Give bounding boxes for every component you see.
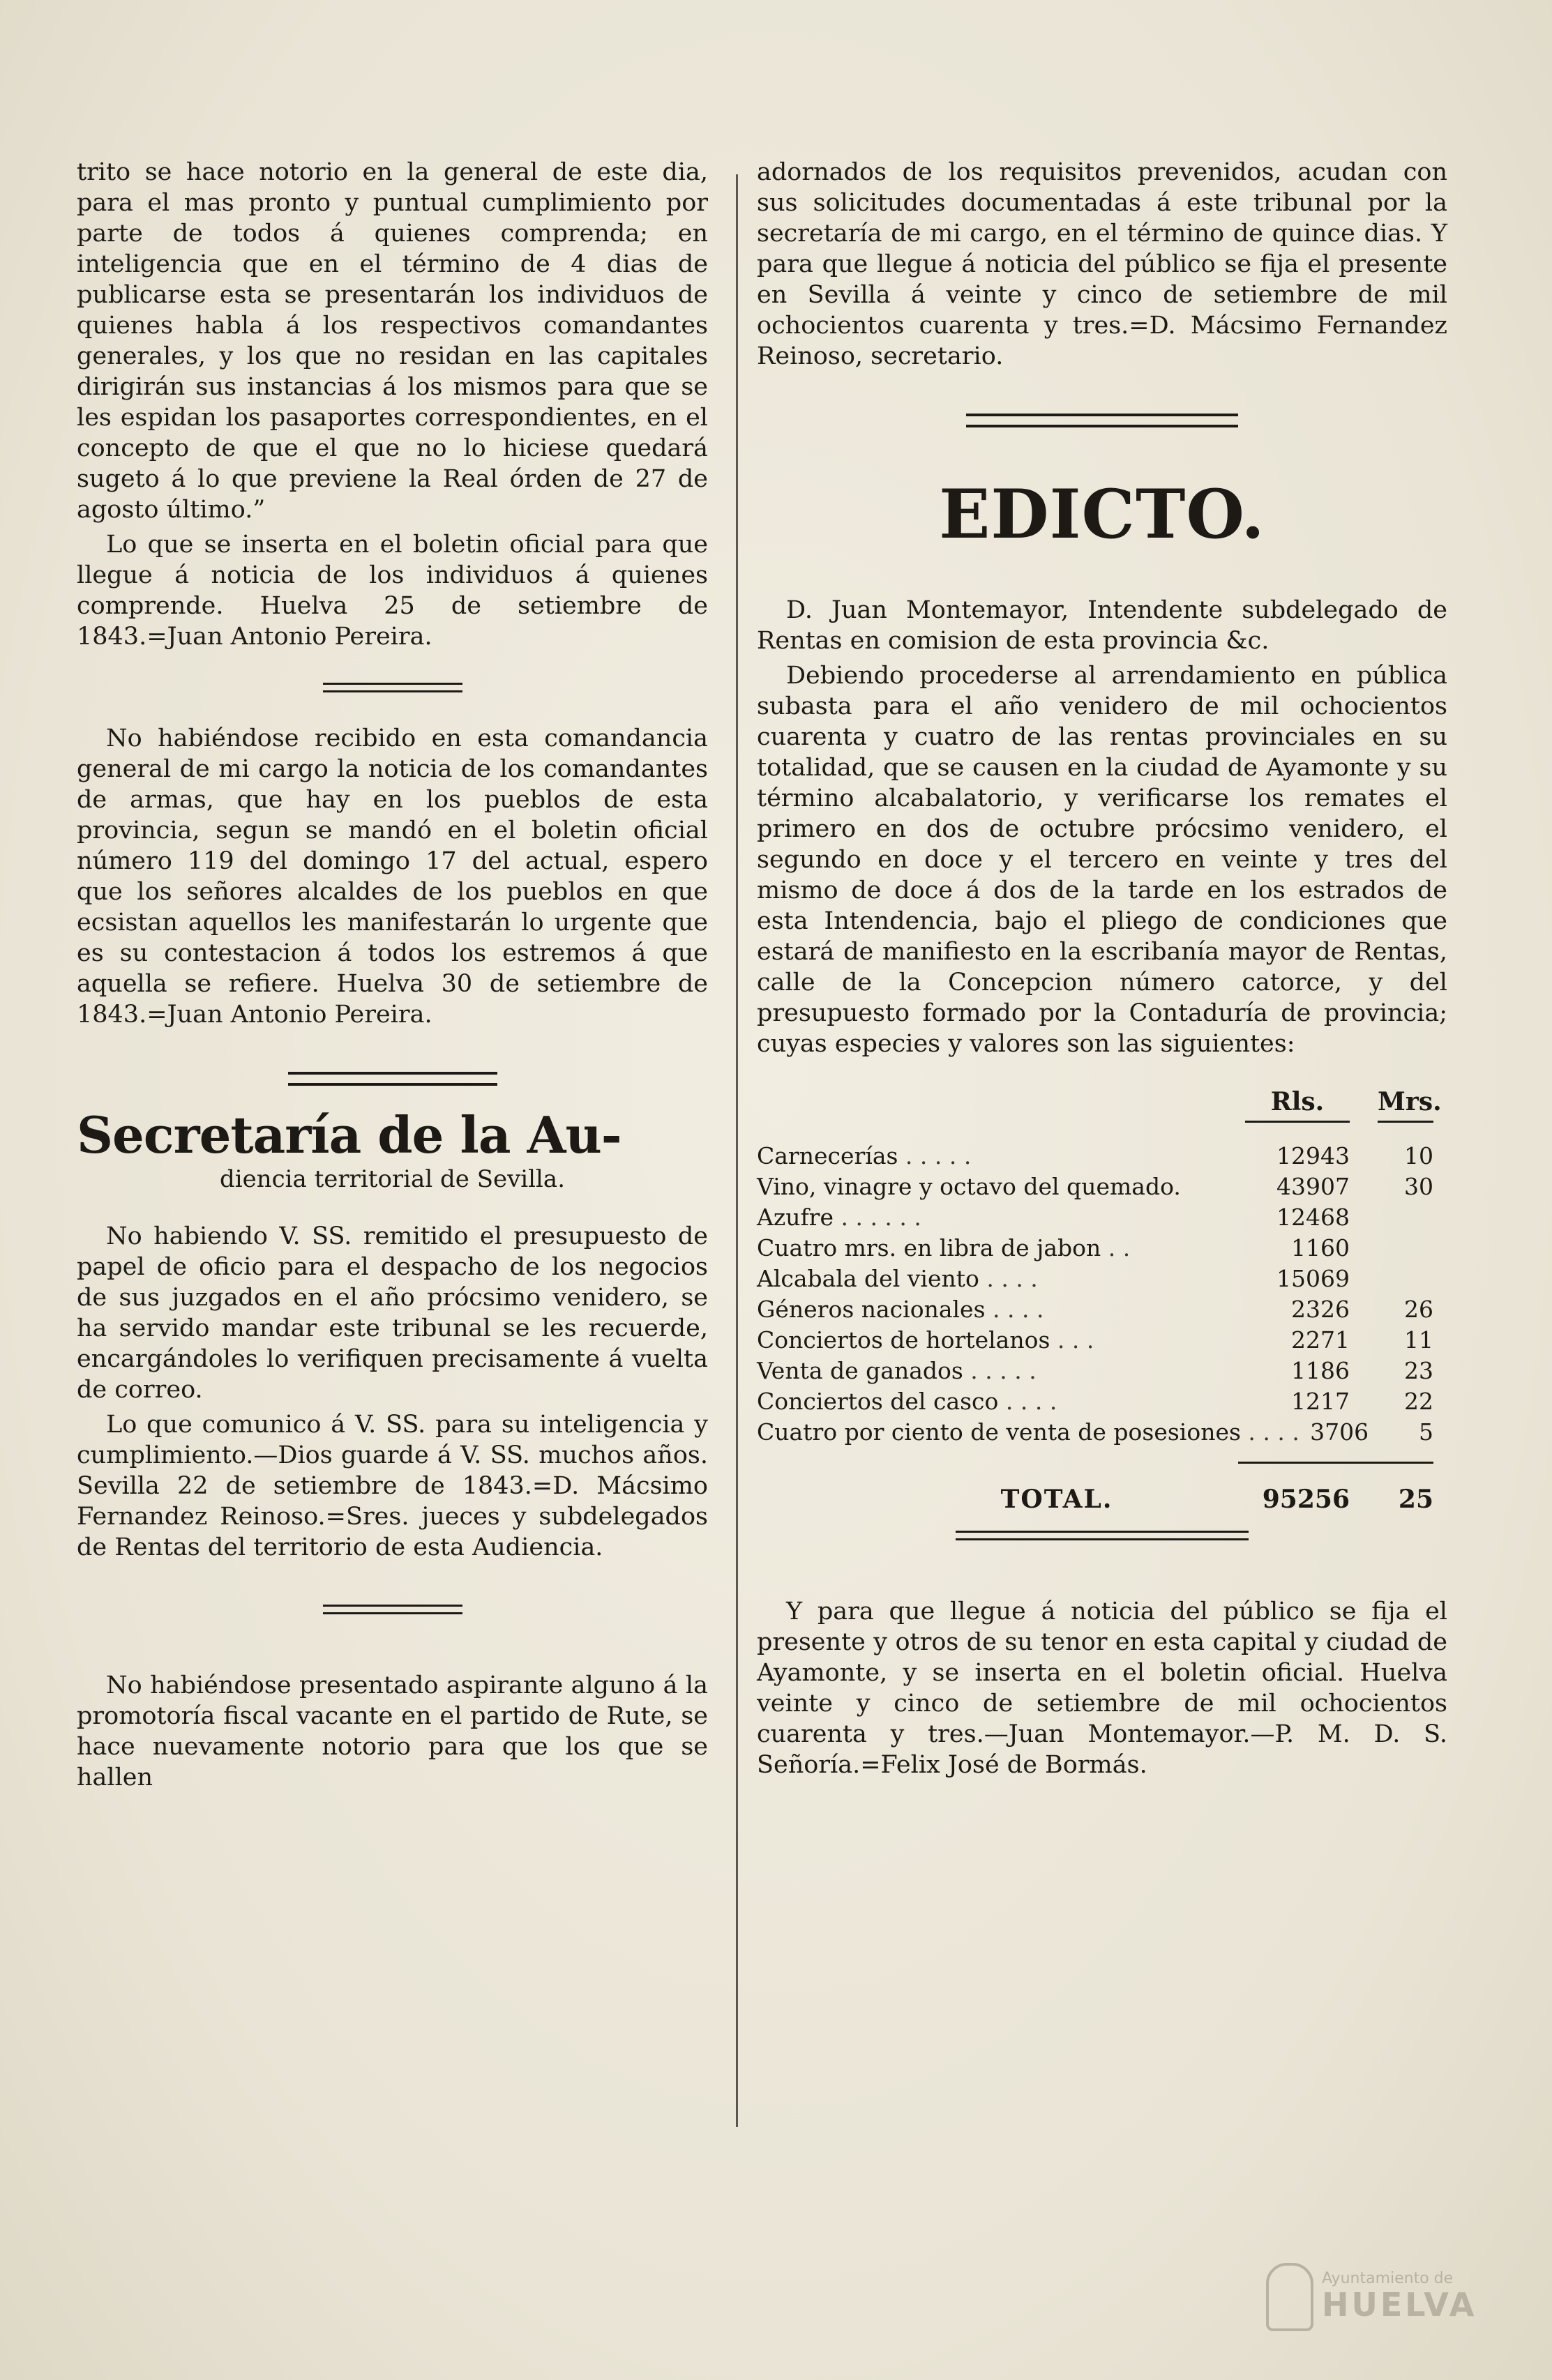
watermark-line: Ayuntamiento de	[1322, 2270, 1454, 2287]
tax-reales: 43907	[1276, 1173, 1350, 1200]
tax-item-name: Cuatro por ciento de venta de posesiones . . . .	[757, 1418, 1299, 1446]
tax-item-name: Géneros nacionales . . . .	[757, 1296, 1044, 1323]
paragraph: Y para que llegue á noticia del público se fija el presente y otros de su tenor en esta capital y ciudad de Ayamonte, y se inserta en el boletin oficial. Huelva veinte y cinco de setiembre de mil ochocientos cuarenta y tres.—Juan Montemayor.—P. M. D. S. Señoría.=Felix José de Bormás.	[757, 1598, 1447, 1779]
section-divider	[956, 1531, 1249, 1540]
tax-item-name: Conciertos de hortelanos . . .	[757, 1326, 1094, 1354]
paragraph: No habiéndose presentado aspirante alguno á la promotoría fiscal vacante en el partido de Rute, se hace nuevamente notorio para que los que se hallen	[77, 1672, 708, 1791]
tax-item-name: Alcabala del viento . . . .	[757, 1265, 1038, 1292]
tax-maravedis: 26	[1404, 1296, 1433, 1323]
leader-dots: . . . . . .	[834, 1204, 921, 1231]
total-reales: 95256	[1262, 1485, 1350, 1514]
section-divider	[966, 414, 1238, 427]
tax-reales: 15069	[1276, 1265, 1350, 1292]
tax-reales: 3706	[1310, 1418, 1369, 1446]
tax-maravedis: 11	[1404, 1326, 1433, 1354]
paragraph: trito se hace notorio en la general de este dia, para el mas pronto y puntual cumplimiento por parte de todos á quienes comprenda; en inteligencia que en el término de 4 dias de publicarse esta se presentarán los individuos de quienes habla á los respectivos comandantes generales, y los que no residan en las capitales dirigirán sus instancias á los mismos para que se les espidan los pasaportes correspondientes, en el concepto de que el que no lo hiciese quedará sugeto á lo que previene la Real órden de 27 de agosto último.”	[77, 158, 708, 524]
table-row	[757, 1417, 1447, 1448]
tax-maravedis: 10	[1404, 1142, 1433, 1169]
header-underline	[757, 1121, 1447, 1123]
leader-dots: . . . . .	[898, 1142, 972, 1169]
table-row	[757, 1172, 1447, 1202]
total-rule	[757, 1462, 1447, 1464]
tax-reales: 1217	[1291, 1388, 1350, 1415]
leader-dots: . . . . .	[963, 1357, 1037, 1384]
paragraph: Lo que comunico á V. SS. para su inteligencia y cumplimiento.—Dios guarde á V. SS. muchos años. Sevilla 22 de setiembre de 1843.=D. Mácsimo Fernandez Reinoso.=Sres. jueces y subdelegados de Rentas del territorio de esta Audiencia.	[77, 1411, 708, 1561]
municipal-seal-icon	[1266, 2263, 1313, 2331]
table-row	[757, 1233, 1447, 1264]
paragraph: No habiéndose recibido en esta comandancia general de mi cargo la noticia de los comandantes de armas, que hay en los pueblos de esta provincia, segun se mandó en el boletin oficial número 119 del domingo 17 del actual, espero que los señores alcaldes de los pueblos en que ecsistan aquellos les manifestarán lo urgente que es su contestacion á todos los estremos á que aquella se refiere. Huelva 30 de setiembre de 1843.=Juan Antonio Pereira.	[77, 725, 708, 1029]
paragraph: adornados de los requisitos prevenidos, acudan con sus solicitudes documentadas á este tribunal por la secretaría de mi cargo, en el término de quince dias. Y para que llegue á noticia del público se fija el presente en Sevilla á veinte y cinco de setiembre de mil ochocientos cuarenta y tres.=D. Mácsimo Fernandez Reinoso, secretario.	[757, 158, 1447, 370]
section-divider	[288, 1072, 497, 1086]
tax-maravedis: 30	[1404, 1173, 1433, 1200]
leader-dots: . . . .	[1240, 1418, 1299, 1446]
left-column	[77, 157, 708, 1797]
tax-item-name: Cuatro mrs. en libra de jabon . .	[757, 1234, 1131, 1261]
paragraph: Lo que se inserta en el boletin oficial para que llegue á noticia de los individuos á quienes comprende. Huelva 25 de setiembre de 1843.=Juan Antonio Pereira.	[77, 531, 708, 651]
tax-rows	[757, 1141, 1447, 1448]
leader-dots: . .	[1101, 1234, 1131, 1261]
tax-maravedis: 23	[1404, 1357, 1433, 1384]
right-column	[757, 157, 1447, 1784]
tax-reales: 1160	[1291, 1234, 1350, 1261]
column-header-reales: Rls.	[1270, 1087, 1325, 1116]
tax-reales: 12943	[1276, 1142, 1350, 1169]
table-row	[757, 1294, 1447, 1325]
total-maravedis: 25	[1398, 1485, 1433, 1514]
tax-total-row	[757, 1485, 1447, 1514]
tax-reales: 2271	[1291, 1326, 1350, 1354]
table-row	[757, 1202, 1447, 1233]
total-label: TOTAL.	[1000, 1485, 1113, 1514]
leader-dots: . . . .	[979, 1265, 1038, 1292]
tax-table-header	[757, 1087, 1447, 1116]
archive-watermark	[1322, 2270, 1477, 2322]
paragraph: No habiendo V. SS. remitido el presupuesto de papel de oficio para el despacho de los negocios de sus juzgados en el año prócsimo venidero, se ha servido mandar este tribunal se les recuerde, encargándoles lo verifiquen precisamente á vuelta de correo.	[77, 1222, 708, 1404]
tax-reales: 1186	[1291, 1357, 1350, 1384]
section-divider	[323, 1605, 462, 1614]
tax-maravedis: 22	[1404, 1388, 1433, 1415]
table-row	[757, 1356, 1447, 1386]
tax-item-name: Carnecerías . . . . .	[757, 1142, 972, 1169]
tax-reales: 12468	[1276, 1204, 1350, 1231]
section-heading: Secretaría de la Au-	[77, 1105, 621, 1165]
section-subheading: diencia territorial de Sevilla.	[219, 1165, 566, 1193]
tax-table	[757, 1087, 1447, 1540]
tax-item-name: Azufre . . . . . .	[757, 1204, 921, 1231]
tax-reales: 2326	[1291, 1296, 1350, 1323]
tax-maravedis: 5	[1419, 1418, 1433, 1446]
table-row	[757, 1141, 1447, 1172]
leader-dots: . . .	[1050, 1326, 1094, 1354]
watermark-line: HUELVA	[1322, 2286, 1477, 2324]
tax-item-name: Vino, vinagre y octavo del quemado.	[757, 1173, 1181, 1200]
edict-title: EDICTO.	[939, 475, 1265, 554]
column-rule	[736, 174, 738, 2127]
tax-item-name: Venta de ganados . . . . .	[757, 1357, 1037, 1384]
table-row	[757, 1325, 1447, 1356]
section-divider	[323, 683, 462, 692]
paragraph: D. Juan Montemayor, Intendente subdelegado de Rentas en comision de esta provincia &c.	[757, 596, 1447, 655]
leader-dots: . . . .	[985, 1296, 1044, 1323]
column-header-maravedis: Mrs.	[1378, 1087, 1442, 1116]
paragraph: Debiendo procederse al arrendamiento en pública subasta para el año venidero de mil ochocientos cuarenta y cuatro de las rentas provinciales en su totalidad, que se causen en la ciudad de Ayamonte y su término alcabalatorio, y verificarse los remates el primero en dos de octubre prócsimo venidero, el segundo en doce y el tercero en veinte y tres del mismo de doce á dos de la tarde en los estrados de esta Intendencia, bajo el pliego de condiciones que estará de manifiesto en la escribanía mayor de Rentas, calle de la Concepcion número catorce, y del presupuesto formado por la Contaduría de provincia; cuyas especies y valores son las siguientes:	[757, 662, 1447, 1058]
tax-item-name: Conciertos del casco . . . .	[757, 1388, 1057, 1415]
table-row	[757, 1386, 1447, 1417]
table-row	[757, 1264, 1447, 1294]
leader-dots: . . . .	[998, 1388, 1057, 1415]
